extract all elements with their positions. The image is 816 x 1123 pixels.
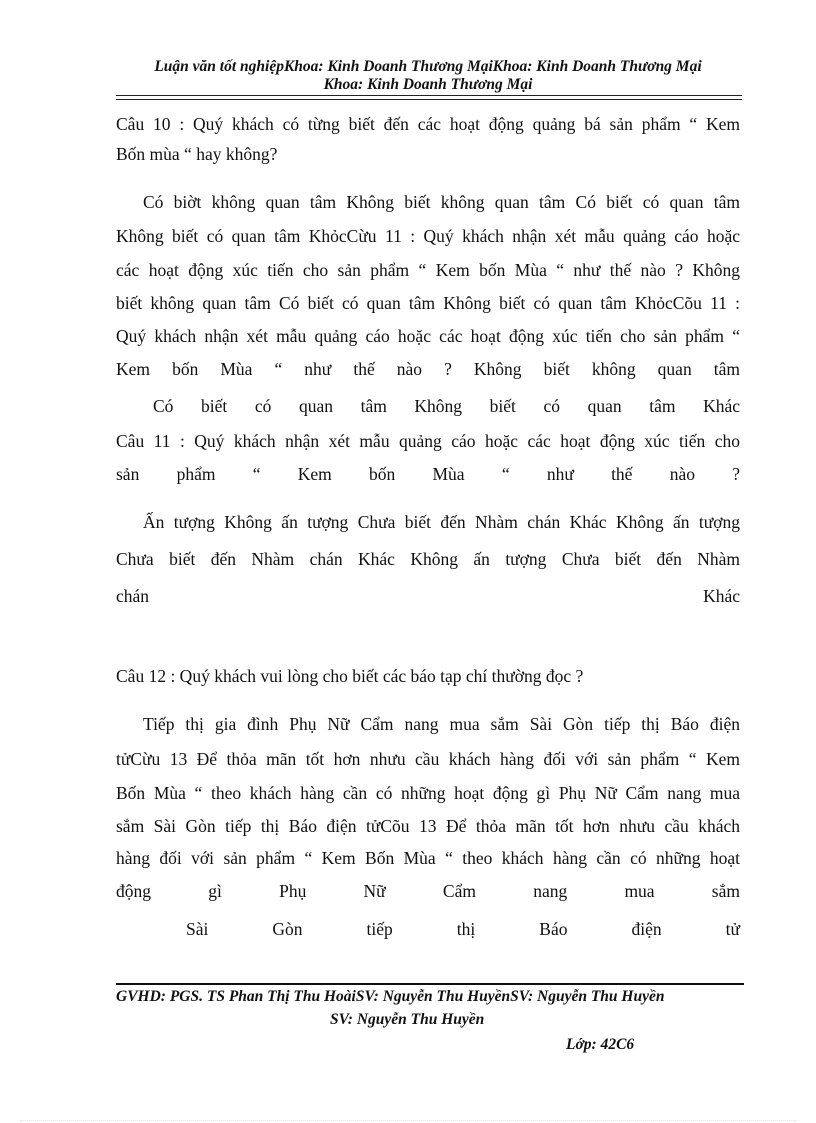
text-line: Bốn Mùa “ theo khách hàng cần có những hoạt động gì Phụ Nữ Cẩm nang mua [116, 783, 740, 803]
header-divider [116, 95, 742, 100]
text-line: Chưa biết đến Nhàm chán Khác Không ấn tượng Chưa biết đến Nhàm [116, 549, 740, 569]
footer-line-1: GVHD: PGS. TS Phan Thị Thu HoàiSV: Nguyễn Thu HuyềnSV: Nguyễn Thu Huyền [116, 988, 665, 1005]
text-line: Sài Gòn tiếp thị Báo điện tử [186, 919, 740, 939]
text-line: động gì Phụ Nữ Cẩm nang mua sắm [116, 881, 740, 901]
text-line: tửCừu 13 Để thỏa mãn tốt hơn nhưu cầu khách hàng đối với sản phẩm “ Kem [116, 749, 740, 769]
text-line: Có biờt không quan tâm Không biết không quan tâm Có biết có quan tâm [143, 192, 740, 212]
text-line: Câu 11 : Quý khách nhận xét mẫu quảng cáo hoặc các hoạt động xúc tiến cho [116, 431, 740, 451]
footer-divider [116, 983, 744, 985]
page-bottom-edge [20, 1120, 796, 1121]
text-line: Ấn tượng Không ấn tượng Chưa biết đến Nhàm chán Khác Không ấn tượng [143, 512, 740, 532]
text-line: biết không quan tâm Có biết có quan tâm Không biết có quan tâm KhỏcCõu 11 : [116, 293, 740, 313]
class-label: Lớp: 42C6 [566, 1036, 635, 1053]
text-line: hàng đối với sản phẩm “ Kem Bốn Mùa “ theo khách hàng cần có những hoạt [116, 848, 740, 868]
text-line: Không biết có quan tâm KhỏcCừu 11 : Quý khách nhận xét mẫu quảng cáo hoặc [116, 226, 740, 246]
text-line: sản phẩm “ Kem bốn Mùa “ như thế nào ? [116, 464, 740, 484]
text-line: sắm Sài Gòn tiếp thị Báo điện tửCõu 13 Để thỏa mãn tốt hơn nhưu cầu khách [116, 816, 740, 836]
footer-line-2: SV: Nguyễn Thu Huyền [330, 1011, 485, 1028]
header-line-2: Khoa: Kinh Doanh Thương Mại [323, 76, 533, 93]
header-line-1: Luận văn tốt nghiệpKhoa: Kinh Doanh Thương MạiKhoa: Kinh Doanh Thương Mại [154, 58, 702, 75]
text-line: chán Khác [116, 586, 740, 606]
text-line: các hoạt động xúc tiến cho sản phẩm “ Kem bốn Mùa “ như thế nào ? Không [116, 260, 740, 280]
text-line: Có biết có quan tâm Không biết có quan tâm Khác [153, 396, 740, 416]
text-line: Quý khách nhận xét mẫu quảng cáo hoặc các hoạt động xúc tiến cho sản phẩm “ [116, 326, 740, 346]
text-line: Bốn mùa “ hay không? [116, 144, 278, 164]
text-line: Câu 10 : Quý khách có từng biết đến các hoạt động quảng bá sản phẩm “ Kem [116, 114, 740, 134]
page-header [116, 58, 740, 94]
text-line: Kem bốn Mùa “ như thế nào ? Không biết không quan tâm [116, 359, 740, 379]
text-line: Câu 12 : Quý khách vui lòng cho biết các báo tạp chí thường đọc ? [116, 666, 584, 686]
text-line: Tiếp thị gia đình Phụ Nữ Cẩm nang mua sắm Sài Gòn tiếp thị Báo điện [143, 714, 740, 734]
